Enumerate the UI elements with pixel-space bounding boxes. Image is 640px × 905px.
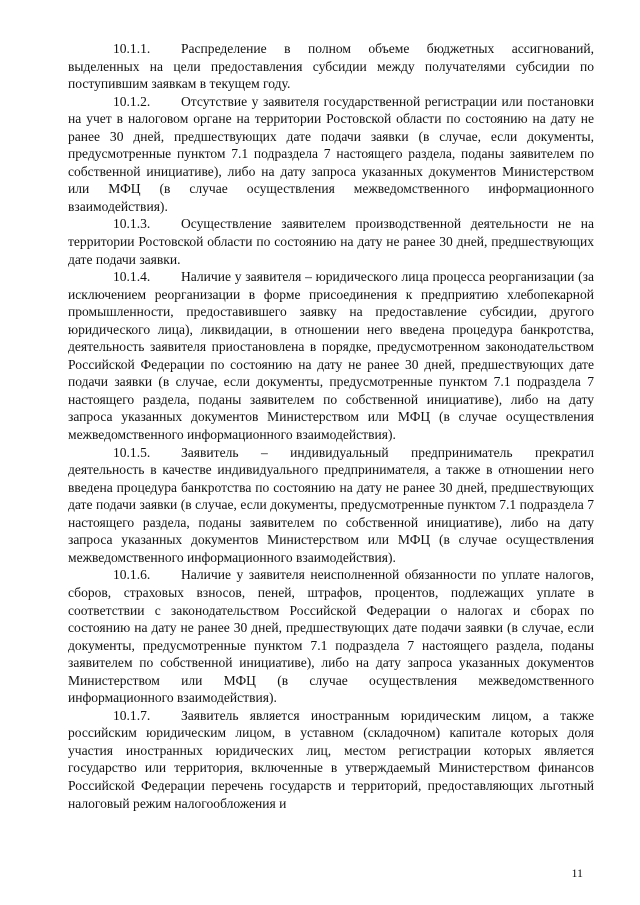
paragraph-text: Наличие у заявителя неисполненной обязанности по уплате налогов, сборов, страховых взносов, пеней, штрафов, процентов, подлежащих уплате в соответствии с законодательством Российской Федерации о налогах и сборах по состоянию на дату не ранее 30 дней, предшествующих дате подачи заявки (в случае, если документы, предусмотренные пунктом 7.1 подраздела 7 настоящего раздела, поданы заявителем по собственной инициативе), либо на дату запроса указанных документов Министерством или МФЦ (в случае осуществления межведомственного информационного взаимодействия).	[68, 567, 594, 706]
paragraph-10-1-6	[68, 566, 594, 706]
paragraph-number: 10.1.6.	[113, 567, 151, 583]
paragraph-text: Заявитель – индивидуальный предприниматель прекратил деятельность в качестве индивидуального предпринимателя, а также в отношении него введена процедура банкротства по состоянию на дату не ранее 30 дней, предшествующих дате подачи заявки (в случае, если документы, предусмотренные пунктом 7.1 подраздела 7 настоящего раздела, поданы заявителем по собственной инициативе), либо на дату запроса указанных документов Министерством или МФЦ (в случае осуществления межведомственного информационного взаимодействия).	[68, 444, 594, 565]
paragraph-10-1-2	[68, 93, 594, 216]
paragraph-10-1-4	[68, 268, 594, 443]
paragraph-text: Наличие у заявителя – юридического лица процесса реорганизации (за исключением реорганизации в форме присоединения к предприятию хлебопекарной промышленности, предоставившего заявку на предоставление субсидии, другого юридического лица), ликвидации, в отношении него введена процедура банкротства, деятельность заявителя приостановлена в порядке, предусмотренном законодательством Российской Федерации по состоянию на дату не ранее 30 дней, предшествующих дате подачи заявки (в случае, если документы, предусмотренные пунктом 7.1 подраздела 7 настоящего раздела, поданы заявителем по собственной инициативе), либо на дату запроса указанных документов Министерством или МФЦ (в случае осуществления межведомственного информационного взаимодействия).	[68, 269, 594, 443]
paragraph-number: 10.1.1.	[113, 41, 151, 56]
document-page	[68, 40, 594, 812]
paragraph-text: Отсутствие у заявителя государственной регистрации или постановки на учет в налоговом органе на территории Ростовской области по состоянию на дату не ранее 30 дней, предшествующих дате подачи заявки (в случае, если документы, предусмотренные пунктом 7.1 подраздела 7 настоящего раздела, поданы заявителем по собственной инициативе), либо на дату запроса указанных документов Министерством или МФЦ (в случае осуществления межведомственного информационного взаимодействия).	[68, 93, 594, 214]
paragraph-number: 10.1.4.	[113, 269, 151, 285]
paragraph-text: Распределение в полном объеме бюджетных ассигнований, выделенных на цели предоставления субсидии между получателями субсидии по поступившим заявкам в текущем году.	[68, 41, 594, 92]
paragraph-number: 10.1.7.	[113, 707, 151, 723]
paragraph-number: 10.1.3.	[113, 216, 151, 232]
page-number: 11	[571, 866, 583, 880]
paragraph-number: 10.1.5.	[113, 444, 151, 460]
paragraph-text: Заявитель является иностранным юридическим лицом, а также российским юридическим лицом, в уставном (складочном) капитале которых доля участия иностранных юридических лиц, местом регистрации которых является государство или территория, включенные в утверждаемый Министерством финансов Российской Федерации перечень государств и территорий, предоставляющих льготный налоговый режим налогообложения и	[68, 707, 594, 811]
paragraph-10-1-3	[68, 215, 594, 268]
paragraph-10-1-7	[68, 707, 594, 812]
paragraph-10-1-5	[68, 444, 594, 567]
paragraph-10-1-1	[68, 40, 594, 93]
paragraph-number: 10.1.2.	[113, 93, 151, 109]
paragraph-text: Осуществление заявителем производственной деятельности не на территории Ростовской области по состоянию на дату не ранее 30 дней, предшествующих дате подачи заявки.	[68, 216, 594, 267]
